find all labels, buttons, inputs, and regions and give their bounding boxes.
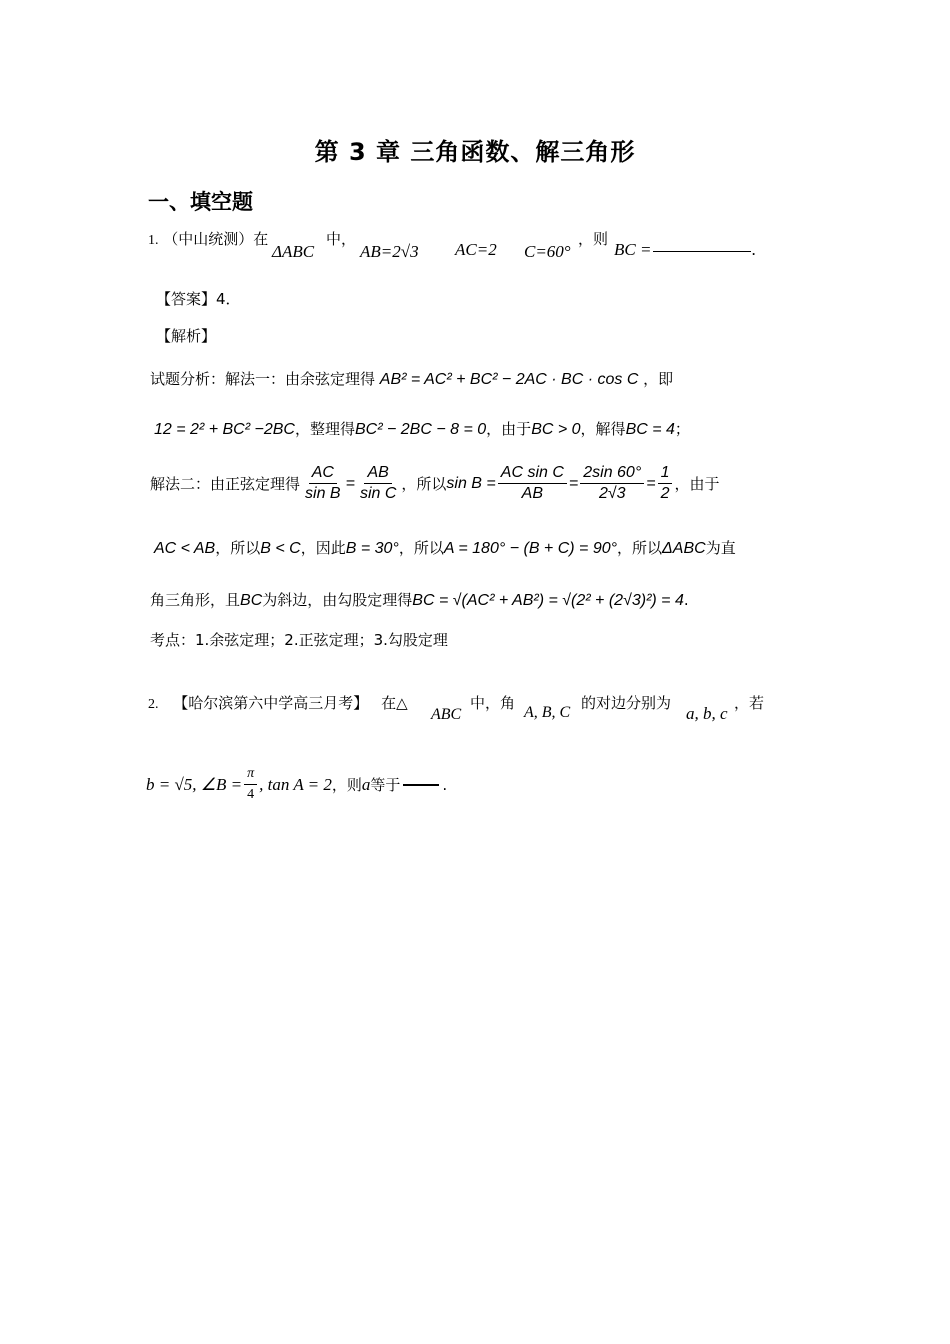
q2-t5: ，则 [331,776,362,794]
q1-number: 1. [148,233,159,248]
sol-l4-t2: ，因此 [300,539,346,557]
q1-bc-label: BC = [614,240,652,259]
sol-l5-math2: BC = √(AC² + AB²) = √(2² + (2√3)²) = 4 [412,592,684,609]
q1-ab: AB=2√3 [360,242,419,261]
sol-l4-t5: 为直 [705,539,736,557]
frac-den: sin B [305,485,341,502]
sol-l1-math: AB² = AC² + BC² − 2AC · BC · cos C [379,371,639,388]
q1-then: ，则 [578,230,609,248]
q2-t2: 中，角 [470,694,516,712]
solution-line-1 [150,368,673,389]
sol-l5-t2: 为斜边，由勾股定理得 [262,591,413,609]
q2-t4: ，若 [734,694,765,712]
q1-triangle: ΔABC [272,242,315,261]
sol-l3-t2: ，所以 [401,475,447,493]
sol-l3-t3: ，由于 [674,475,720,493]
sol-l4-math3: B = 30° [345,540,399,557]
q2-period: . [442,775,448,794]
answer-line [156,288,241,309]
sol-l2-math1: 12 = 2² + BC² −2BC [154,421,295,438]
sol-l3-sinb: sin B = [446,474,496,492]
fraction-ab-sinc [357,463,399,504]
q2-t3: 的对边分别为 [581,694,672,712]
q1-line [148,228,268,249]
solution-keypoints: 考点：1.余弦定理；2.正弦定理；3.勾股定理 [150,631,448,649]
q2-answer-blank [403,784,439,786]
sol-l5-t1: 角三角形，且 [150,591,241,609]
sol-l4-math1: AC < AB [154,540,216,557]
frac-num: π [244,764,257,785]
sol-l1-text: 试题分析：解法一：由余弦定理得 [150,370,376,388]
sol-l4-math2: B < C [260,540,301,557]
answer-label: 【答案】 [156,290,217,308]
frac-num: AC [309,463,337,484]
fraction-ac-sinb [302,463,344,504]
analysis-label: 【解析】 [156,327,217,345]
sol-l2-math2: BC² − 2BC − 8 = 0 [354,421,487,438]
q2-number: 2. [148,697,159,712]
frac-num: 1 [658,463,673,484]
sol-l2-t2: ，由于 [486,420,532,438]
q1-angle-c: C=60° [524,242,571,261]
q2-line [148,692,408,713]
q1-bc [614,240,756,260]
section-heading: 一、填空题 [148,190,253,214]
frac-num: AB [364,463,391,484]
sol-l4-math5: ΔABC [662,540,706,557]
sol-l2-t4: ； [674,420,690,438]
solution-line-4 [154,537,736,558]
frac-den: 2√3 [598,485,626,502]
sol-l3-text: 解法二：由正弦定理得 [150,475,301,493]
q2-t6: 等于 [370,776,401,794]
solution-line-5 [150,589,689,610]
q1-ac: AC=2 [455,240,497,259]
sol-l4-t1: ，所以 [215,539,261,557]
frac-den: 2 [660,485,670,502]
q2-t1: 在△ [381,694,408,712]
q2-var: a [361,774,371,794]
sol-l5-math1: BC [240,592,263,609]
sol-l1-end: ，即 [643,370,674,388]
sol-l5-end: . [683,591,689,609]
q2-sides: a, b, c [686,704,728,723]
sol-l2-t3: ，解得 [580,420,626,438]
frac-num: 2sin 60° [580,463,644,484]
sol-l2-math4: BC = 4 [625,421,675,438]
q2-condition-line [146,764,447,805]
frac-num: AC sin C [498,463,567,484]
sol-l4-t4: ，所以 [617,539,663,557]
q2-angles: A, B, C [524,704,571,721]
sol-l4-t3: ，所以 [398,539,444,557]
q2-cond2: , tan A = 2 [259,774,332,794]
fraction-acsinc-ab [498,463,567,504]
fraction-pi-4 [244,764,257,805]
sol-l2-t1: ，整理得 [294,420,355,438]
sol-l4-math4: A = 180° − (B + C) = 90° [443,540,618,557]
solution-line-3: 解法二：由正弦定理得 $\frac{AC}{\text{sin B}}$ = $\frac{AB}{\text{sin C}}$ ，所以 sin B = $\frac{\text{AC sin C}}{AB}$ = $\frac{2\sin 60^\circ}{2√3}$ = $\frac{1}{2}$ ，由于 [150,464,720,502]
frac-den: AB [521,485,543,502]
answer-value: 4． [216,290,241,308]
fraction-one-half [658,463,673,504]
fraction-2sin60 [580,463,644,504]
chapter-title: 第 3 章 三角函数、解三角形 [314,138,636,166]
q1-period: . [751,240,756,259]
sol-l2-math3: BC > 0 [531,421,581,438]
q2-triangle: ABC [431,706,462,723]
q1-answer-blank [653,251,751,252]
frac-den: sin C [359,485,397,502]
q2-cond1: b = √5, ∠B = [146,774,243,794]
solution-line-2 [154,418,690,439]
q1-zhong: 中， [326,230,357,248]
q1-source: （中山统测）在 [163,230,269,248]
frac-den: 4 [247,787,255,802]
q2-source: 【哈尔滨第六中学高三月考】 [173,694,369,712]
